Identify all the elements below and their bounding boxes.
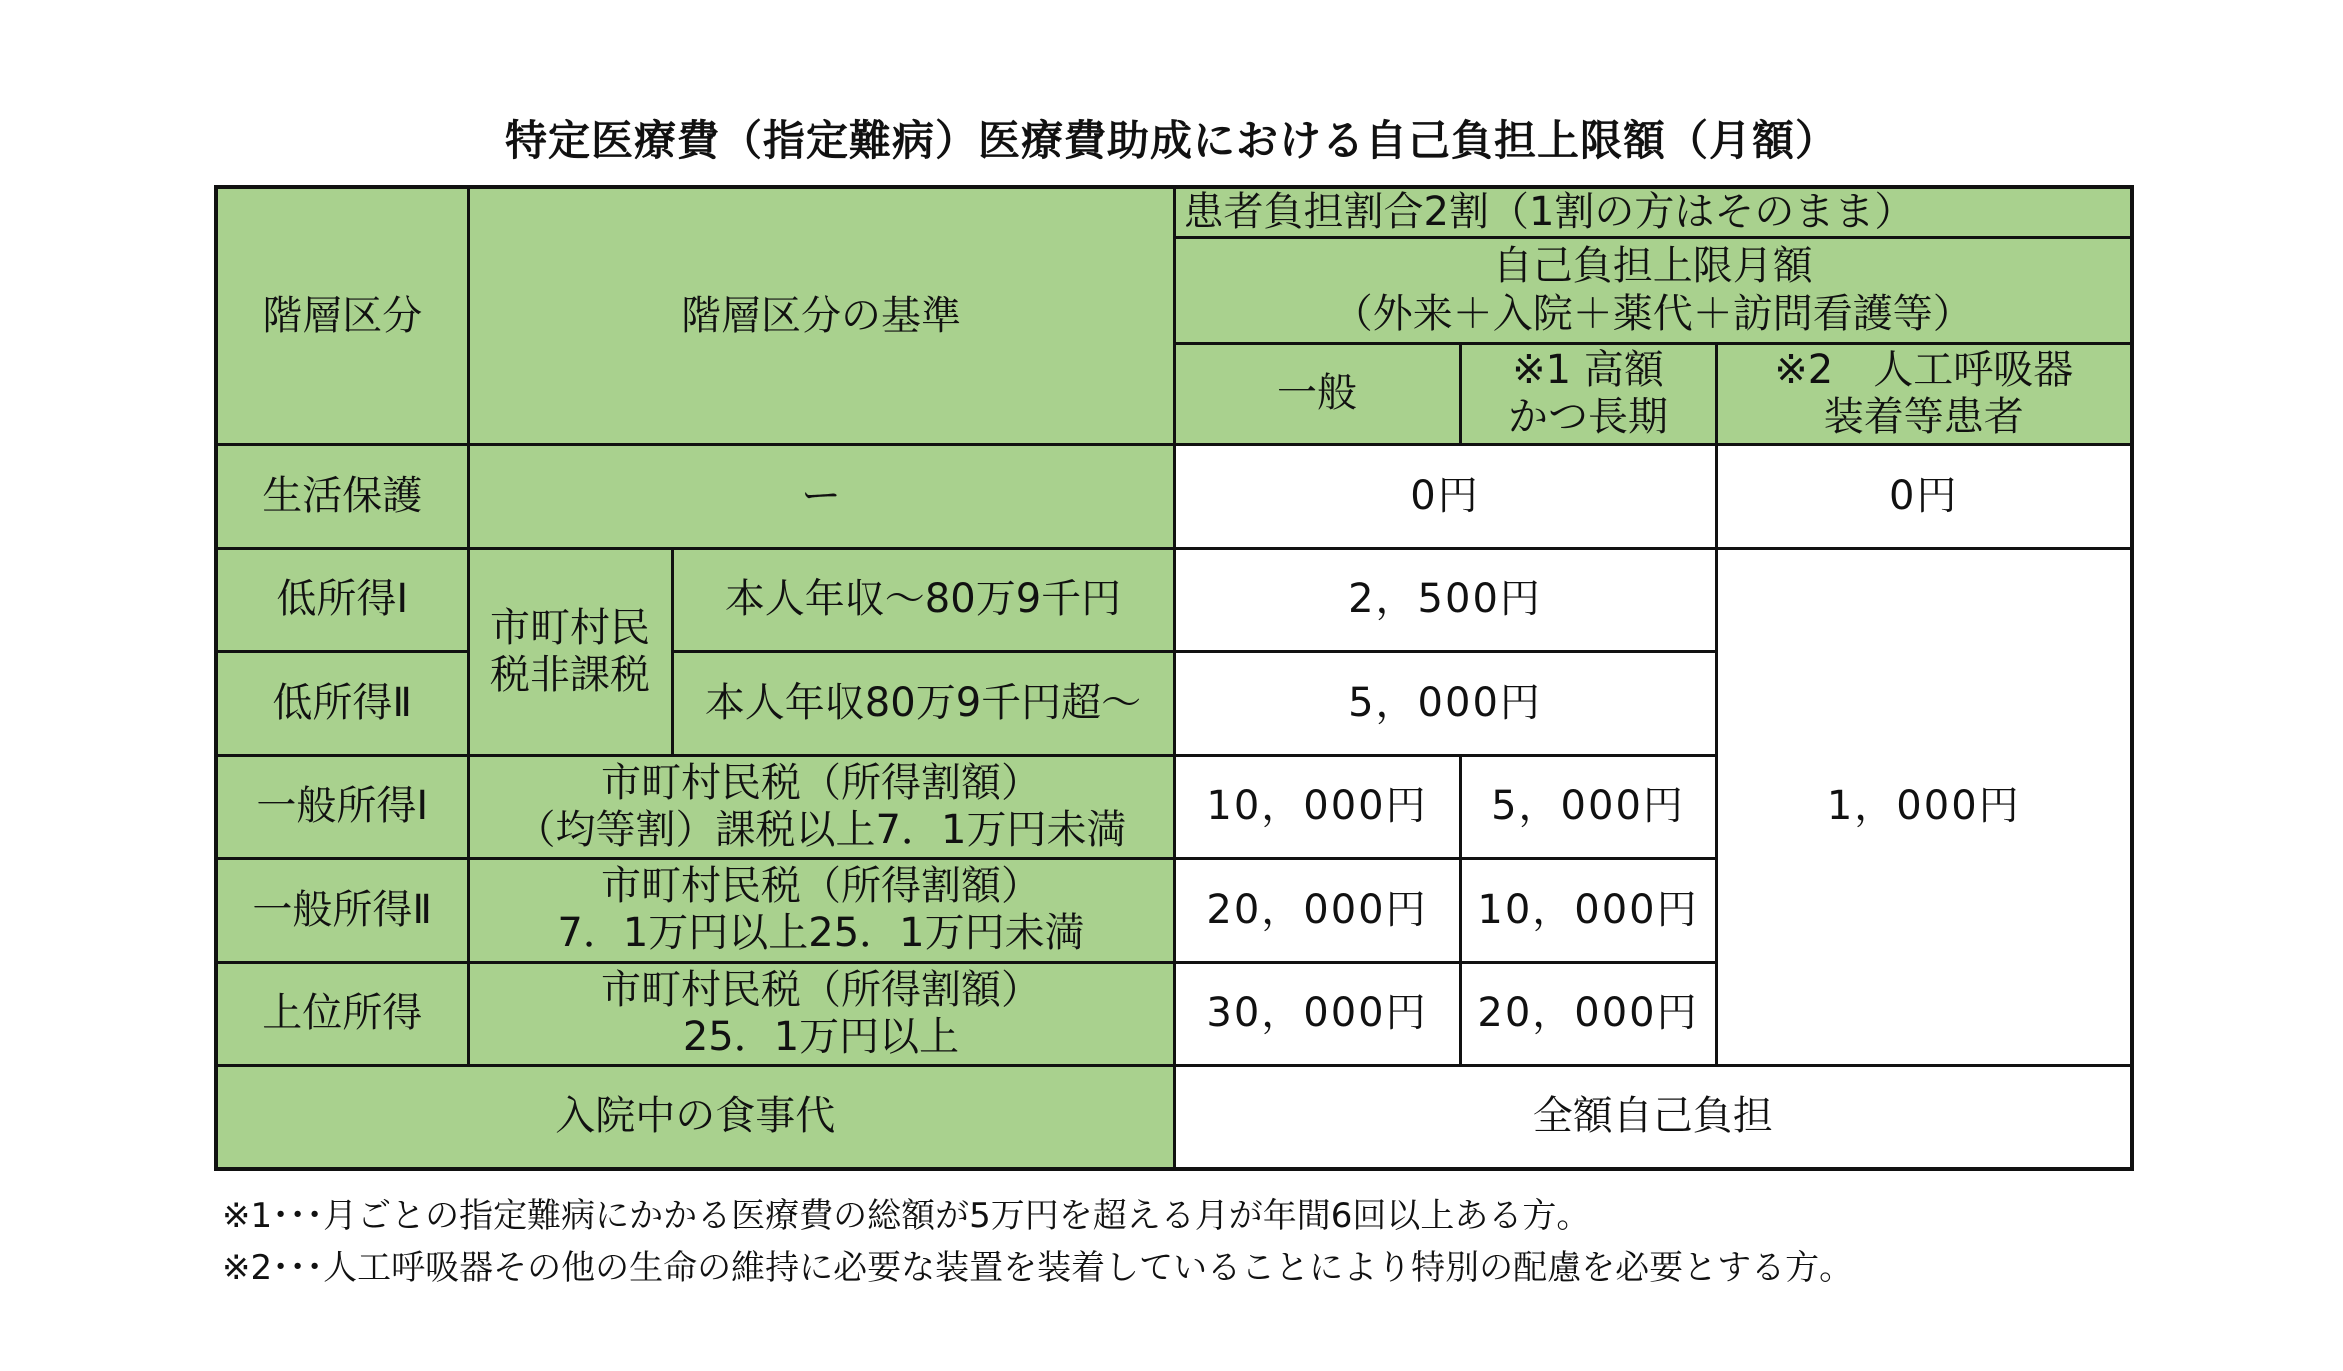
header-ratio: 患者負担割合2割（1割の方はそのまま） [1174, 187, 2132, 238]
limit-low2: 5，000円 [1174, 652, 1716, 755]
tier-low2: 低所得Ⅱ [216, 652, 468, 755]
footnotes [222, 1190, 1853, 1294]
high-upper: 20，000円 [1460, 962, 1716, 1065]
tier-gen1: 一般所得Ⅰ [216, 755, 468, 858]
limit-low1: 2，500円 [1174, 548, 1716, 651]
meal-label: 入院中の食事代 [216, 1066, 1174, 1169]
header-limit-line2: （外来＋入院＋薬代＋訪問看護等） [1332, 290, 1973, 337]
limit-welfare: 0円 [1174, 445, 1716, 548]
header-high-long: ※1 高額 かつ長期 [1460, 343, 1716, 444]
header-tier: 階層区分 [216, 187, 468, 445]
tier-low1: 低所得Ⅰ [216, 548, 468, 651]
page-title: 特定医療費（指定難病）医療費助成における自己負担上限額（月額） [504, 116, 1838, 165]
vent-welfare: 0円 [1716, 445, 2132, 548]
criteria-low1: 本人年収～80万9千円 [672, 548, 1174, 651]
general-gen1: 10，000円 [1174, 755, 1460, 858]
tier-upper: 上位所得 [216, 962, 468, 1065]
criteria-low2: 本人年収80万9千円超～ [672, 652, 1174, 755]
cost-limit-table [214, 185, 2134, 1171]
header-criteria: 階層区分の基準 [468, 187, 1174, 445]
criteria-welfare: ー [468, 445, 1174, 548]
header-limit [1174, 238, 2132, 343]
high-gen2: 10，000円 [1460, 859, 1716, 962]
general-upper: 30，000円 [1174, 962, 1460, 1065]
tax-exempt-label: 市町村民 税非課税 [468, 548, 672, 755]
tier-welfare: 生活保護 [216, 445, 468, 548]
criteria-gen1: 市町村民税（所得割額） （均等割）課税以上7．1万円未満 [468, 755, 1174, 858]
header-limit-line1: 自己負担上限月額 [1492, 243, 1813, 290]
footnote-2: ※2･･･人工呼吸器その他の生命の維持に必要な装置を装着していることにより特別の配慮を必要とする方。 [222, 1248, 1854, 1288]
footnote-1: ※1･･･月ごとの指定難病にかかる医療費の総額が5万円を超える月が年間6回以上ある方。 [222, 1196, 1591, 1236]
criteria-upper: 市町村民税（所得割額） 25．1万円以上 [468, 962, 1174, 1065]
vent-shared: 1，000円 [1716, 548, 2132, 1065]
header-general: 一般 [1174, 343, 1460, 444]
criteria-gen2: 市町村民税（所得割額） 7．1万円以上25．1万円未満 [468, 859, 1174, 962]
header-ventilator: ※2 人工呼吸器 装着等患者 [1716, 343, 2132, 444]
high-gen1: 5，000円 [1460, 755, 1716, 858]
general-gen2: 20，000円 [1174, 859, 1460, 962]
meal-value: 全額自己負担 [1174, 1066, 2132, 1169]
tier-gen2: 一般所得Ⅱ [216, 859, 468, 962]
